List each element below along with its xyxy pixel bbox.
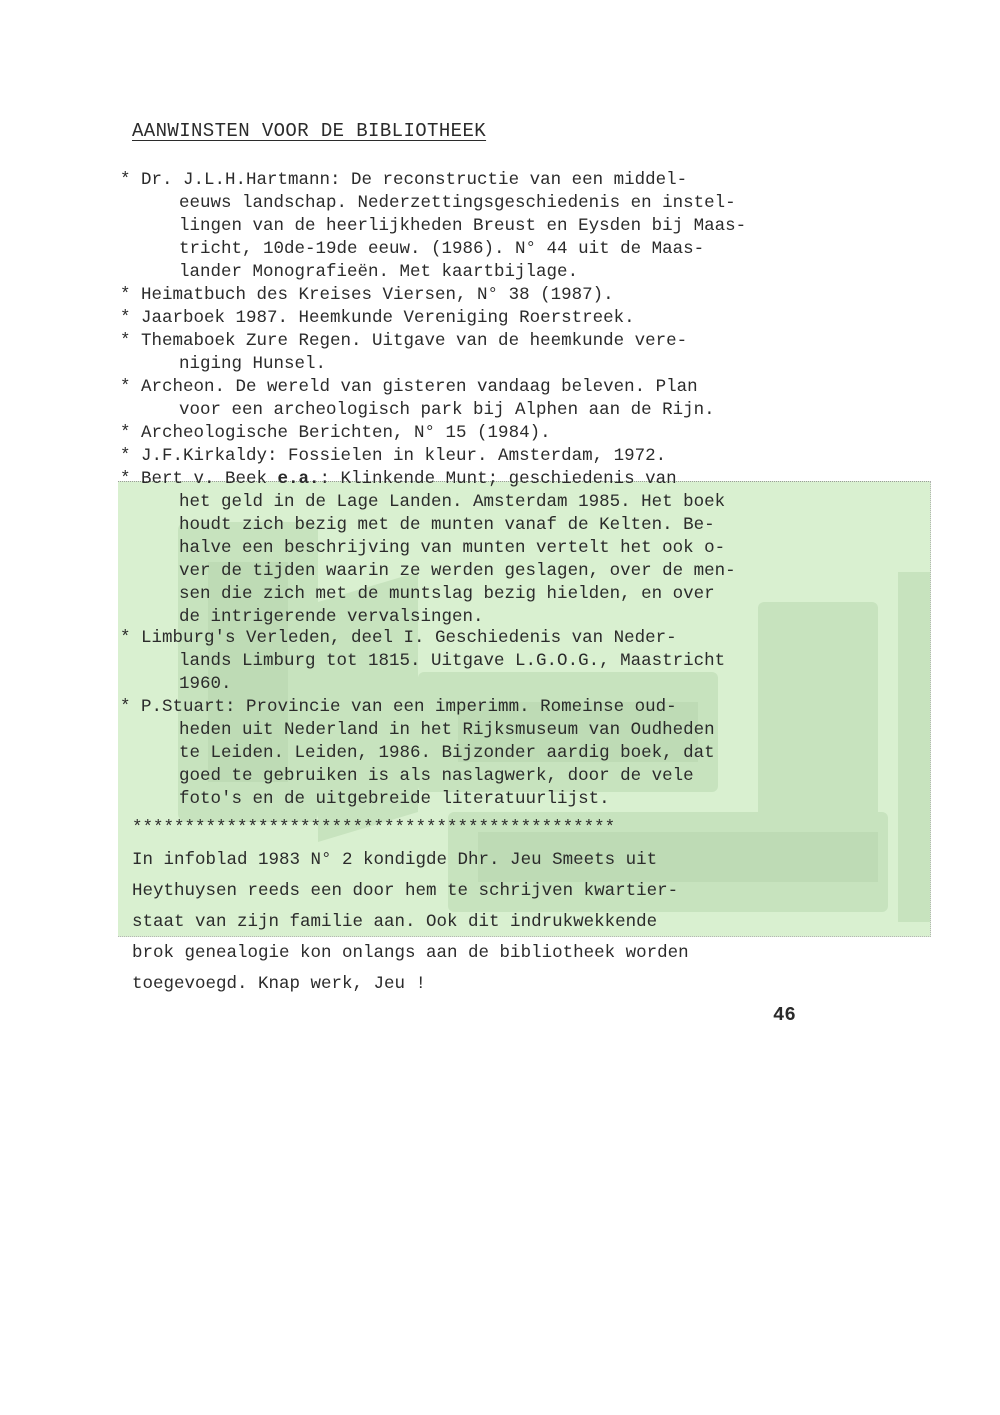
entry-line: * Heimatbuch des Kreises Viersen, N° 38 (1987). xyxy=(120,285,614,305)
entry-line: voor een archeologisch park bij Alphen aan de Rijn. xyxy=(179,400,715,420)
entry-line: * Limburg's Verleden, deel I. Geschiedenis van Neder- xyxy=(120,628,677,648)
entry-line: halve een beschrijving van munten vertelt het ook o- xyxy=(179,538,726,558)
entry-author: * Bert v. Beek xyxy=(120,469,278,489)
separator: ********************************************** xyxy=(132,818,616,838)
list-item xyxy=(120,696,715,811)
entry-etal: e.a. xyxy=(277,469,320,489)
paragraph-line: toegevoegd. Knap werk, Jeu ! xyxy=(132,974,427,994)
entry-line: lander Monografieën. Met kaartbijlage. xyxy=(179,262,579,282)
entry-line: de intrigerende vervalsingen. xyxy=(179,607,484,627)
entry-line: het geld in de Lage Landen. Amsterdam 1985. Het boek xyxy=(179,492,726,512)
entry-line: eeuws landschap. Nederzettingsgeschiedenis en instel- xyxy=(179,193,736,213)
entry-line: 1960. xyxy=(179,674,232,694)
entry-line: heden uit Nederland in het Rijksmuseum van Oudheden xyxy=(179,720,715,740)
entry-line: ver de tijden waarin ze werden geslagen, over de men- xyxy=(179,561,736,581)
list-item xyxy=(120,445,666,468)
list-item xyxy=(120,307,635,330)
entry-line: houdt zich bezig met de munten vanaf de Kelten. Be- xyxy=(179,515,715,535)
entry-line: * Archeologische Berichten, N° 15 (1984). xyxy=(120,423,551,443)
list-item xyxy=(120,627,725,696)
entry-line: * Themaboek Zure Regen. Uitgave van de heemkunde vere- xyxy=(120,331,688,351)
paragraph-line: staat van zijn familie aan. Ook dit indrukwekkende xyxy=(132,912,658,932)
list-item xyxy=(120,376,715,422)
entry-line: lingen van de heerlijkheden Breust en Eysden bij Maas- xyxy=(179,216,747,236)
page-number: 46 xyxy=(773,1004,796,1026)
entry-line: sen die zich met de muntslag bezig hielden, en over xyxy=(179,584,715,604)
entry-line: * Archeon. De wereld van gisteren vandaag beleven. Plan xyxy=(120,377,698,397)
entry-line: foto's en de uitgebreide literatuurlijst. xyxy=(179,789,610,809)
list-item xyxy=(120,330,687,376)
entry-line xyxy=(120,468,736,491)
paragraph-line: In infoblad 1983 N° 2 kondigde Dhr. Jeu Smeets uit xyxy=(132,850,658,870)
list-item xyxy=(120,284,614,307)
entry-line: * J.F.Kirkaldy: Fossielen in kleur. Amsterdam, 1972. xyxy=(120,446,667,466)
entry-line: lands Limburg tot 1815. Uitgave L.G.O.G., Maastricht xyxy=(179,651,726,671)
entry-line: tricht, 10de-19de eeuw. (1986). N° 44 uit de Maas- xyxy=(179,239,705,259)
list-item xyxy=(120,468,736,629)
entry-line: * P.Stuart: Provincie van een imperimm. Romeinse oud- xyxy=(120,697,677,717)
page-title: AANWINSTEN VOOR DE BIBLIOTHEEK xyxy=(132,120,487,142)
entry-title: : Klinkende Munt; geschiedenis van xyxy=(319,469,677,489)
entry-line: goed te gebruiken is als naslagwerk, door de vele xyxy=(179,766,694,786)
entry-line: niging Hunsel. xyxy=(179,354,327,374)
list-item xyxy=(120,422,551,445)
list-item xyxy=(120,169,746,284)
paragraph-line: brok genealogie kon onlangs aan de bibliotheek worden xyxy=(132,943,689,963)
entry-line: * Dr. J.L.H.Hartmann: De reconstructie van een middel- xyxy=(120,170,688,190)
paragraph-line: Heythuysen reeds een door hem te schrijven kwartier- xyxy=(132,881,679,901)
entry-line: * Jaarboek 1987. Heemkunde Vereniging Roerstreek. xyxy=(120,308,635,328)
entry-line: te Leiden. Leiden, 1986. Bijzonder aardig boek, dat xyxy=(179,743,715,763)
